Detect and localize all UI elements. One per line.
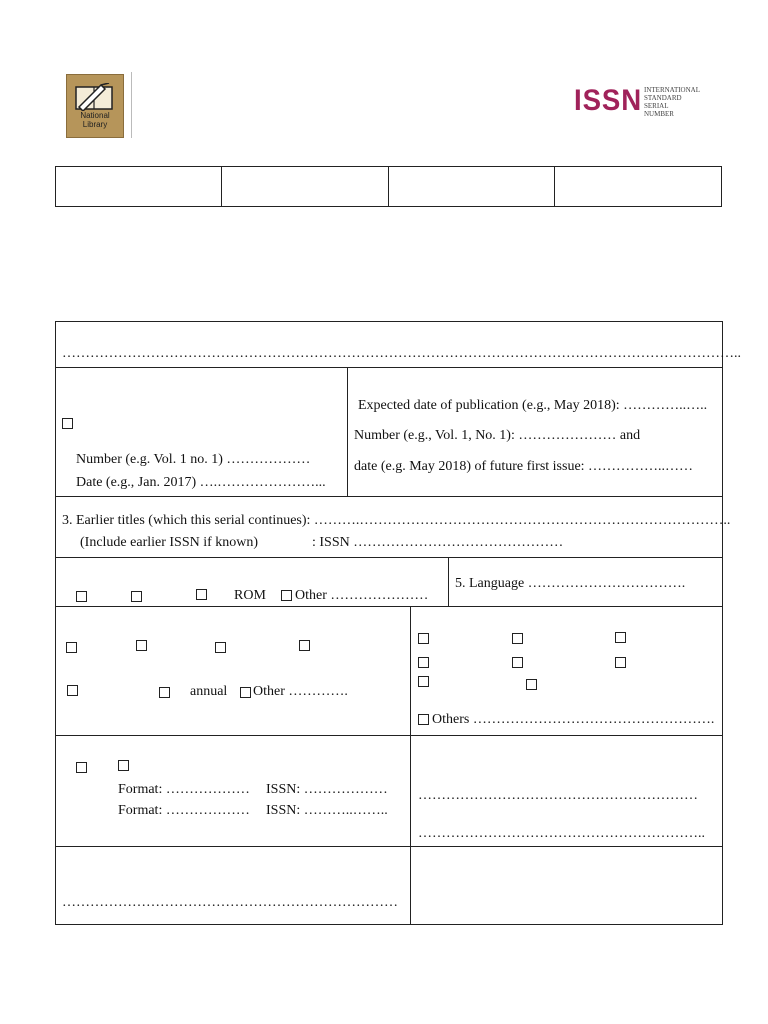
- format-checkbox-1[interactable]: [76, 762, 87, 773]
- earlier-issn-field[interactable]: : ISSN ………………………………………: [312, 535, 564, 550]
- format-1-field[interactable]: Format: ………………: [118, 782, 250, 797]
- office-box-divider-3: [554, 166, 555, 207]
- col-rule-row5-8: [410, 606, 411, 925]
- rom-label: ROM: [234, 588, 266, 603]
- subject-checkbox-3[interactable]: [615, 632, 626, 643]
- subject-checkbox-5[interactable]: [512, 657, 523, 668]
- national-library-label: National Library: [80, 111, 110, 129]
- annual-label: annual: [190, 684, 228, 699]
- frequency-checkbox-3[interactable]: [215, 642, 226, 653]
- subject-checkbox-1[interactable]: [418, 633, 429, 644]
- row-rule-1: [55, 367, 723, 368]
- frequency-checkbox-4[interactable]: [299, 640, 310, 651]
- frequency-checkbox-annual[interactable]: [159, 687, 170, 698]
- frequency-checkbox-5[interactable]: [67, 685, 78, 696]
- section7-right-field-1[interactable]: ……………………………………………………: [418, 788, 698, 803]
- issn-2-field[interactable]: ISSN: ………..……..: [266, 803, 388, 818]
- medium-checkbox-2[interactable]: [131, 591, 142, 602]
- subject-checkbox-2[interactable]: [512, 633, 523, 644]
- earlier-issn-note: (Include earlier ISSN if known): [80, 535, 259, 550]
- row-rule-2: [55, 496, 723, 497]
- subject-others-field[interactable]: Others …………………………………………….: [432, 712, 715, 727]
- row-rule-3: [55, 557, 723, 558]
- future-issue-date-field[interactable]: date (e.g. May 2018) of future first issue: ……………..……: [354, 459, 694, 474]
- earlier-titles-field[interactable]: 3. Earlier titles (which this serial continues): ……….……………………………………………………………………..: [62, 513, 731, 528]
- office-box-divider-1: [221, 166, 222, 207]
- format-2-field[interactable]: Format: ………………: [118, 803, 250, 818]
- issn-logo: ISSN: [574, 84, 643, 117]
- row-rule-5: [55, 735, 723, 736]
- medium-checkbox-3[interactable]: [196, 589, 207, 600]
- logo-divider: [131, 72, 132, 138]
- subject-others-checkbox[interactable]: [418, 714, 429, 725]
- section8-left-field[interactable]: ………………………………………………………………: [62, 895, 398, 910]
- expected-publication-date-field[interactable]: Expected date of publication (e.g., May 2018): …………..…..: [358, 398, 708, 413]
- future-issue-number-field[interactable]: Number (e.g., Vol. 1, No. 1): ………………… and: [354, 428, 641, 443]
- frequency-other-checkbox[interactable]: [240, 687, 251, 698]
- col-rule-row4: [448, 557, 449, 606]
- subject-checkbox-8[interactable]: [526, 679, 537, 690]
- frequency-other-field[interactable]: Other ………….: [253, 684, 348, 699]
- subject-checkbox-6[interactable]: [615, 657, 626, 668]
- row-rule-6: [55, 846, 723, 847]
- language-field[interactable]: 5. Language …………………………….: [455, 576, 686, 591]
- first-issue-date-field[interactable]: Date (e.g., Jan. 2017) ….…………………...: [76, 475, 326, 490]
- subject-checkbox-7[interactable]: [418, 676, 429, 687]
- first-issue-number-field[interactable]: Number (e.g. Vol. 1 no. 1) ………………: [76, 452, 311, 467]
- frequency-checkbox-2[interactable]: [136, 640, 147, 651]
- section7-right-field-2[interactable]: ……………………………………………………..: [418, 826, 705, 841]
- issn-logo-subtitle: INTERNATIONAL STANDARD SERIAL NUMBER: [644, 86, 700, 118]
- medium-other-field[interactable]: Other …………………: [295, 588, 429, 603]
- frequency-checkbox-1[interactable]: [66, 642, 77, 653]
- format-checkbox-2[interactable]: [118, 760, 129, 771]
- title-field-dots[interactable]: ………………………………………………………………………………………………………………………………..: [62, 346, 741, 361]
- first-issue-checkbox[interactable]: [62, 418, 73, 429]
- col-rule-row2: [347, 367, 348, 496]
- office-box-divider-2: [388, 166, 389, 207]
- medium-checkbox-1[interactable]: [76, 591, 87, 602]
- book-pen-icon: [75, 83, 113, 111]
- issn-1-field[interactable]: ISSN: ………………: [266, 782, 388, 797]
- national-library-logo: [66, 74, 124, 138]
- medium-other-checkbox[interactable]: [281, 590, 292, 601]
- subject-checkbox-4[interactable]: [418, 657, 429, 668]
- row-rule-4: [55, 606, 723, 607]
